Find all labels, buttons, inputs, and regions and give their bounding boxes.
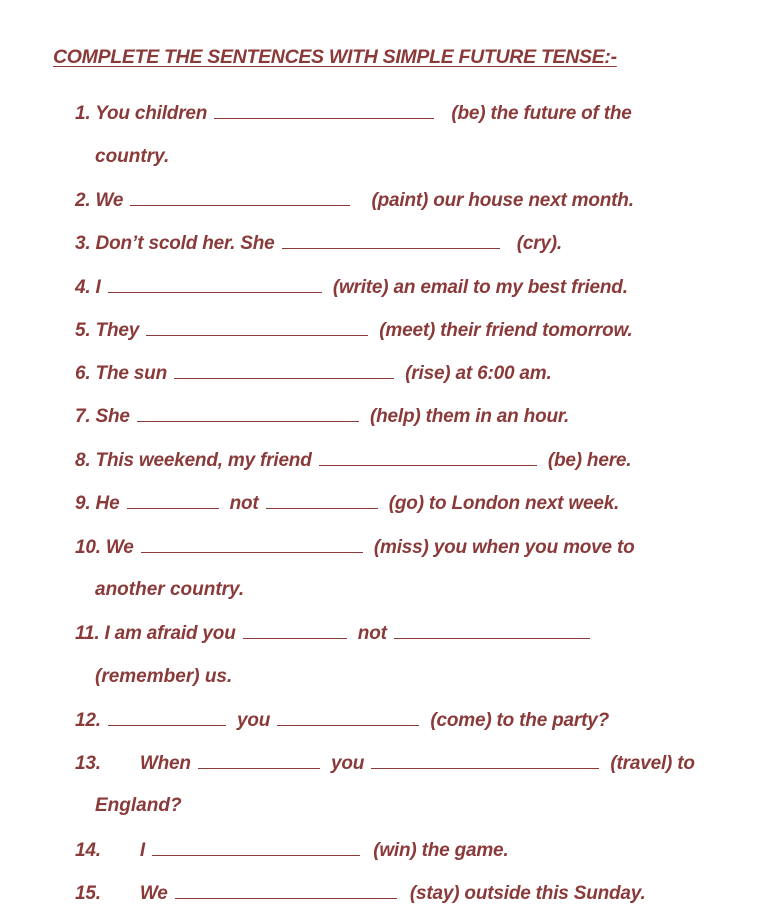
question-text-before: They: [95, 320, 140, 341]
question-number: 6.: [75, 363, 91, 384]
question-text-before: I: [139, 840, 146, 861]
answer-blank-1[interactable]: [243, 621, 347, 639]
question-text-after: (rise) at 6:00 am.: [405, 363, 552, 384]
question-text-middle: not: [229, 493, 259, 514]
question-text-before: We: [95, 190, 124, 211]
question-7: [75, 404, 569, 429]
question-number: 3.: [75, 233, 91, 254]
answer-blank[interactable]: [152, 838, 360, 856]
question-1-continuation: country.: [95, 146, 170, 167]
question-10: [75, 535, 635, 560]
question-text-after: (win) the game.: [373, 840, 509, 861]
answer-blank-1[interactable]: [198, 751, 320, 769]
answer-blank-2[interactable]: [394, 621, 590, 639]
question-text-after: (be) here.: [547, 450, 632, 471]
question-number: 14.: [75, 840, 101, 861]
answer-blank[interactable]: [214, 101, 434, 119]
question-number: 11.: [75, 623, 100, 644]
question-4: [75, 275, 628, 300]
question-text-after: (miss) you when you move to: [373, 537, 635, 558]
question-text-middle: you: [331, 753, 365, 774]
question-11-continuation: (remember) us.: [95, 666, 233, 687]
question-text-before: We: [105, 537, 134, 558]
question-text-after: (come) to the party?: [430, 710, 610, 731]
question-text-middle: you: [237, 710, 271, 731]
question-14: [75, 838, 509, 863]
question-text-before: I: [95, 277, 101, 298]
question-text-before: She: [95, 406, 130, 427]
question-text-after: (write) an email to my best friend.: [332, 277, 628, 298]
question-text-after: (be) the future of the: [451, 103, 632, 124]
question-6: [75, 361, 552, 386]
question-text-before: The sun: [95, 363, 167, 384]
question-text-before: You children: [95, 103, 208, 124]
answer-blank[interactable]: [130, 188, 350, 206]
question-text-before: We: [139, 883, 168, 904]
question-number: 2.: [75, 190, 91, 211]
question-text-after: (travel) to: [610, 753, 695, 774]
question-11: [75, 621, 592, 646]
question-text-after: (go) to London next week.: [388, 493, 620, 514]
question-8: [75, 448, 631, 473]
question-text-after: (cry).: [516, 233, 562, 254]
answer-blank-1[interactable]: [108, 708, 226, 726]
answer-blank-2[interactable]: [371, 751, 599, 769]
answer-blank[interactable]: [146, 318, 368, 336]
question-number: 1.: [75, 103, 91, 124]
question-number: 5.: [75, 320, 91, 341]
question-number: 12.: [75, 710, 101, 731]
question-5: [75, 318, 632, 343]
question-text-after: (stay) outside this Sunday.: [409, 883, 646, 904]
question-number: 15.: [75, 883, 101, 904]
worksheet-title: COMPLETE THE SENTENCES WITH SIMPLE FUTURE TENSE:-: [53, 46, 617, 68]
question-9: [75, 491, 619, 516]
question-13: [75, 751, 695, 776]
answer-blank[interactable]: [319, 448, 537, 466]
answer-blank[interactable]: [282, 231, 500, 249]
question-12: [75, 708, 609, 733]
question-2: [75, 188, 634, 213]
answer-blank[interactable]: [141, 535, 363, 553]
answer-blank[interactable]: [175, 881, 397, 899]
question-text-after: (meet) their friend tomorrow.: [379, 320, 633, 341]
answer-blank-2[interactable]: [277, 708, 419, 726]
question-text-before: This weekend, my friend: [95, 450, 312, 471]
question-text-middle: not: [357, 623, 387, 644]
question-number: 13.: [75, 753, 101, 774]
answer-blank[interactable]: [174, 361, 394, 379]
answer-blank[interactable]: [108, 275, 322, 293]
question-13-continuation: England?: [95, 795, 182, 816]
question-number: 10.: [75, 537, 101, 558]
answer-blank-1[interactable]: [127, 491, 219, 509]
question-1: [75, 101, 632, 126]
question-text-before: I am afraid you: [104, 623, 236, 644]
question-15: [75, 881, 646, 906]
question-text-after: (help) them in an hour.: [369, 406, 570, 427]
question-number: 9.: [75, 493, 91, 514]
question-10-continuation: another country.: [95, 579, 245, 600]
question-text-before: Don’t scold her. She: [95, 233, 275, 254]
question-number: 7.: [75, 406, 91, 427]
question-text-before: He: [95, 493, 120, 514]
answer-blank-2[interactable]: [266, 491, 378, 509]
question-3: [75, 231, 562, 256]
question-text-after: (paint) our house next month.: [371, 190, 634, 211]
answer-blank[interactable]: [137, 404, 359, 422]
question-number: 8.: [75, 450, 91, 471]
question-text-before: When: [139, 753, 191, 774]
question-number: 4.: [75, 277, 91, 298]
